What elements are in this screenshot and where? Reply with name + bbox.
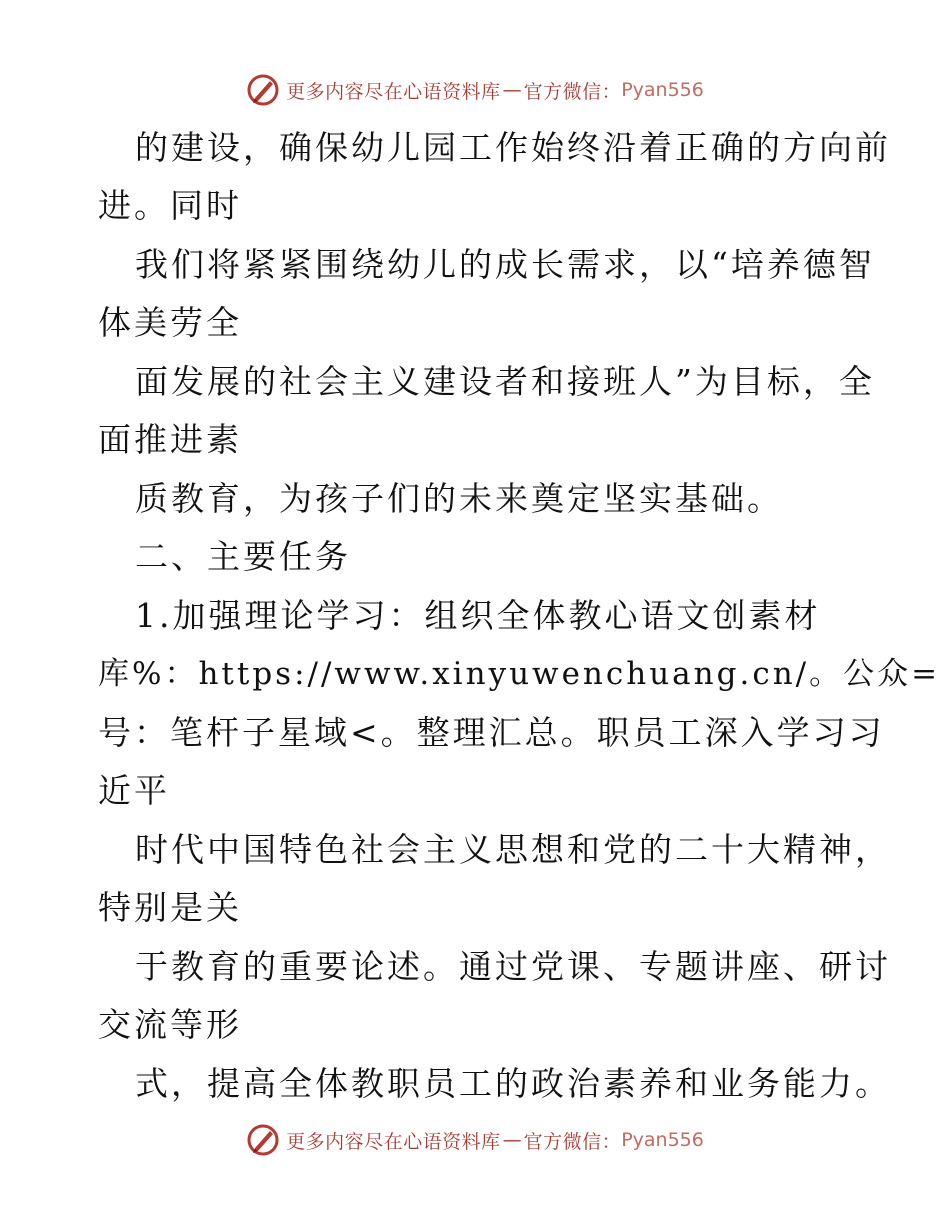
- body-line: 交流等形: [98, 1005, 242, 1044]
- section-heading: 二、主要任务: [135, 537, 351, 576]
- body-line: 于教育的重要论述。通过党课、专题讲座、研讨: [135, 947, 891, 986]
- pen-logo-icon: [246, 73, 280, 107]
- body-line: 1.加强理论学习：组织全体教心语文创素材: [135, 596, 821, 635]
- banner-wechat-id: Pyan556: [621, 1129, 704, 1151]
- body-line: 号：笔杆子星域<。整理汇总。职员工深入学习习: [98, 713, 885, 752]
- body-line: 质教育，为孩子们的未来奠定坚实基础。: [135, 479, 783, 518]
- banner-text: 更多内容尽在心语资料库: [286, 80, 501, 103]
- banner-separator: —: [502, 1129, 522, 1151]
- body-line: 进。同时: [98, 186, 242, 225]
- banner-wechat-id: Pyan556: [621, 79, 704, 101]
- header-banner: [0, 68, 950, 112]
- banner-label: 官方微信：: [523, 80, 622, 103]
- body-line: 面推进素: [98, 420, 242, 459]
- banner-separator: —: [502, 79, 522, 101]
- body-line: 时代中国特色社会主义思想和党的二十大精神，: [135, 830, 891, 869]
- body-line: 近平: [98, 771, 170, 810]
- body-line: 我们将紧紧围绕幼儿的成长需求，以“培养德智: [135, 245, 875, 284]
- banner-label: 官方微信：: [523, 1130, 622, 1153]
- footer-banner: [0, 1118, 950, 1162]
- pen-logo-icon: [246, 1123, 280, 1157]
- body-line: 体美劳全: [98, 303, 242, 342]
- banner-text: 更多内容尽在心语资料库: [286, 1130, 501, 1153]
- body-line: 的建设，确保幼儿园工作始终沿着正确的方向前: [135, 128, 891, 167]
- body-line: 面发展的社会主义建设者和接班人”为目标，全: [135, 362, 875, 401]
- body-line: 特别是关: [98, 888, 242, 927]
- body-line: 式，提高全体教职员工的政治素养和业务能力。: [135, 1064, 891, 1103]
- body-line: 库%：https://www.xinyuwenchuang.cn/。公众=: [98, 656, 941, 692]
